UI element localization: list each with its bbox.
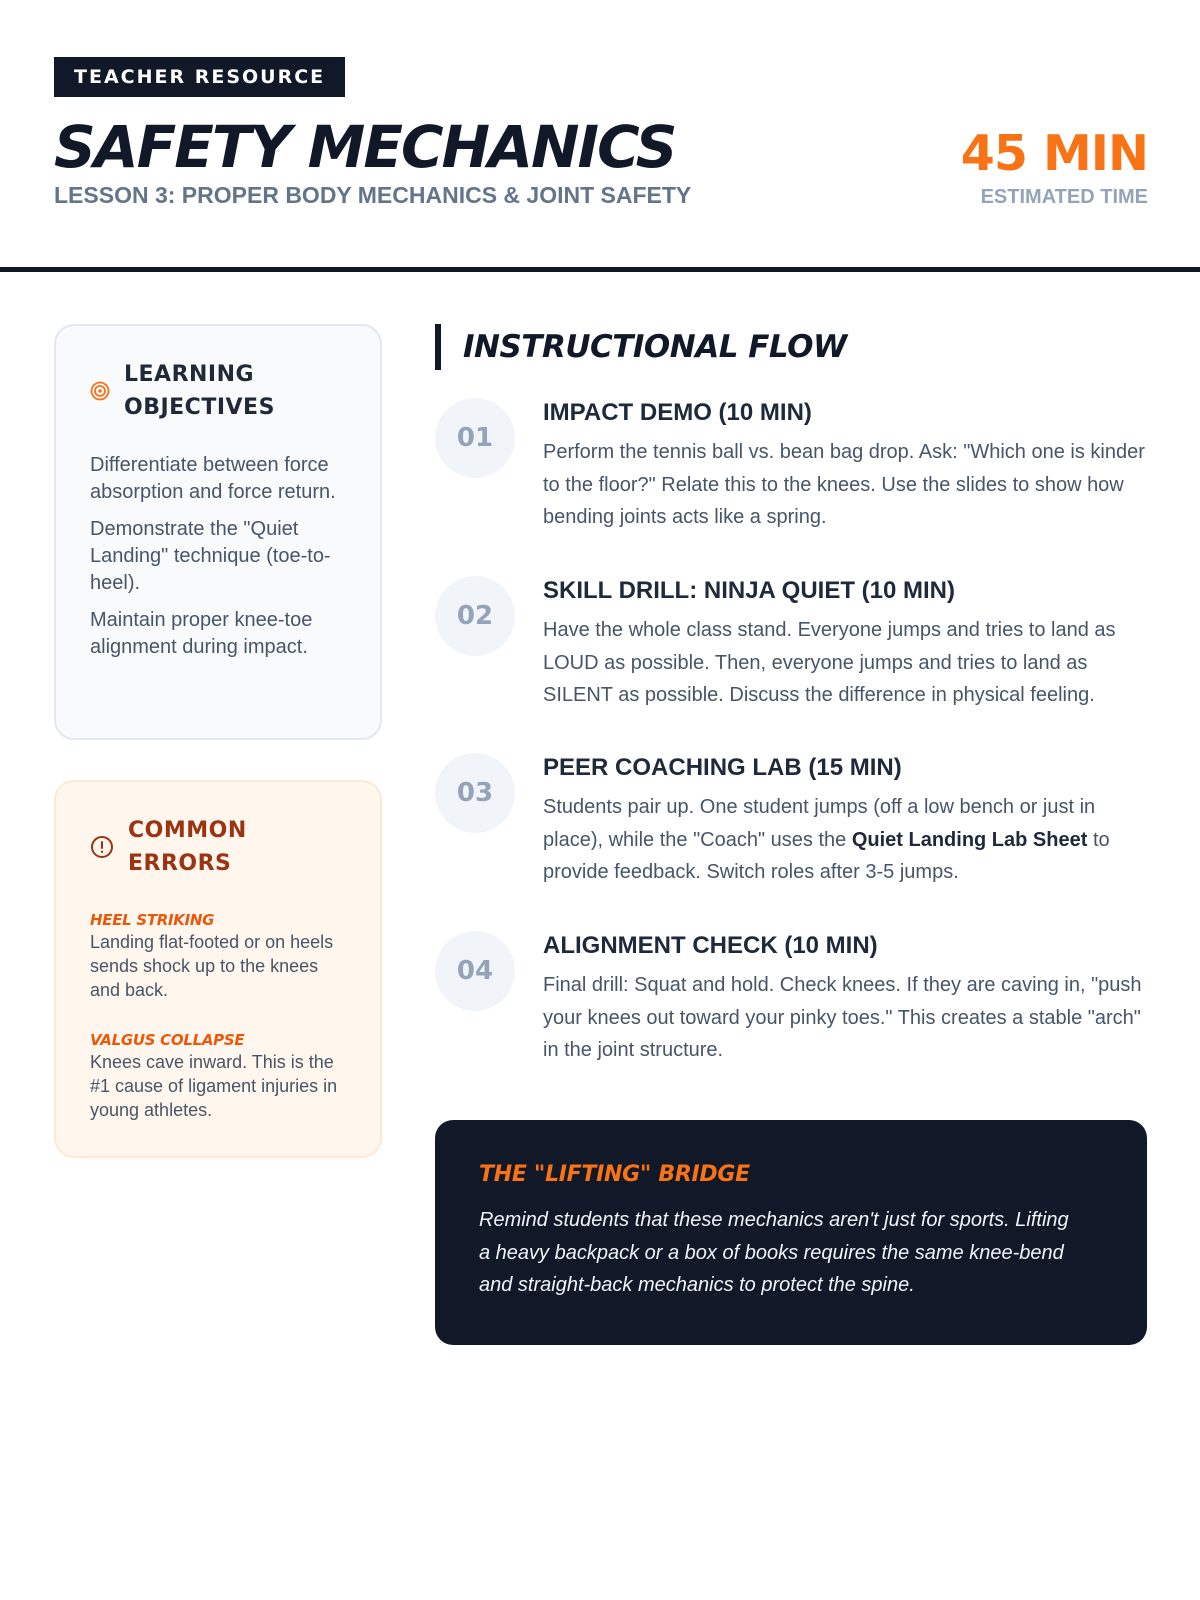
- lab-sheet-reference: Quiet Landing Lab Sheet: [851, 828, 1088, 851]
- step-body: [543, 931, 1147, 1067]
- instructional-flow-header: [435, 324, 847, 370]
- step-title: SKILL DRILL: NINJA QUIET (10 MIN): [543, 577, 956, 604]
- estimated-time-value: 45 MIN: [960, 125, 1148, 182]
- lifting-bridge-callout: [435, 1120, 1147, 1345]
- target-icon: [90, 381, 110, 401]
- teacher-resource-badge: TEACHER RESOURCE: [54, 57, 345, 97]
- step-title: ALIGNMENT CHECK (10 MIN): [543, 932, 878, 959]
- step-body: [543, 398, 1147, 534]
- step-body: [543, 576, 1147, 712]
- errors-title-line2: ERRORS: [128, 851, 232, 876]
- error-name: VALGUS COLLAPSE: [90, 1031, 245, 1049]
- step-title: IMPACT DEMO (10 MIN): [543, 399, 812, 426]
- error-item: [90, 1030, 350, 1122]
- errors-title-line1: COMMON: [128, 818, 247, 843]
- step-number: 03: [435, 753, 515, 833]
- instructional-flow-title: INSTRUCTIONAL FLOW: [463, 329, 847, 365]
- page-header: [0, 0, 1200, 272]
- step-number: 01: [435, 398, 515, 478]
- estimated-time-label: ESTIMATED TIME: [980, 186, 1148, 208]
- objectives-title-line1: LEARNING: [124, 362, 255, 387]
- bridge-title: THE "LIFTING" BRIDGE: [479, 1162, 750, 1187]
- objective-item: Maintain proper knee-toe alignment during impact.: [90, 609, 313, 658]
- errors-list: [90, 910, 350, 1150]
- error-item: [90, 910, 350, 1002]
- step-title: PEER COACHING LAB (15 MIN): [543, 754, 902, 781]
- step-text: [543, 791, 1147, 889]
- learning-objectives-card: [54, 324, 382, 740]
- step-text: Final drill: Squat and hold. Check knees. If they are caving in, "push your knees out toward your pinky toes." This creates a stable "arch" in the joint structure.: [543, 974, 1142, 1061]
- lesson-subtitle: LESSON 3: PROPER BODY MECHANICS & JOINT SAFETY: [54, 182, 692, 208]
- errors-title: [128, 814, 247, 880]
- error-description: Landing flat-footed or on heels sends shock up to the knees and back.: [90, 932, 334, 1000]
- alert-circle-icon: [90, 835, 114, 859]
- objectives-header: [90, 358, 275, 424]
- errors-header: [90, 814, 247, 880]
- common-errors-card: [54, 780, 382, 1158]
- step-text-part: to provide feedback. Switch roles after 3-5 jumps.: [543, 828, 1110, 883]
- error-name: HEEL STRIKING: [90, 911, 215, 929]
- objectives-list: [90, 452, 360, 671]
- step-body: [543, 753, 1147, 889]
- page-title: SAFETY MECHANICS: [54, 113, 676, 181]
- step-text: Have the whole class stand. Everyone jumps and tries to land as LOUD as possible. Then, everyone jumps and tries to land as SILENT as possible. Discuss the difference in physical feeling.: [543, 619, 1116, 706]
- step-number: 02: [435, 576, 515, 656]
- step-text-part: Students pair up. One student jumps (off a low bench or just in place), while the "Coach" uses the: [543, 796, 1096, 851]
- objective-item: Demonstrate the "Quiet Landing" technique (toe-to-heel).: [90, 518, 331, 594]
- bridge-text: Remind students that these mechanics aren't just for sports. Lifting a heavy backpack or a box of books requires the same knee-bend and straight-back mechanics to protect the spine.: [479, 1209, 1069, 1296]
- objective-item: Differentiate between force absorption and force return.: [90, 454, 336, 503]
- step-text: Perform the tennis ball vs. bean bag drop. Ask: "Which one is kinder to the floor?" Relate this to the knees. Use the slides to show how bending joints acts like a spring.: [543, 441, 1145, 528]
- objectives-title-line2: OBJECTIVES: [124, 395, 275, 420]
- objectives-title: [124, 358, 275, 424]
- step-number: 04: [435, 931, 515, 1011]
- error-description: Knees cave inward. This is the #1 cause of ligament injuries in young athletes.: [90, 1052, 338, 1120]
